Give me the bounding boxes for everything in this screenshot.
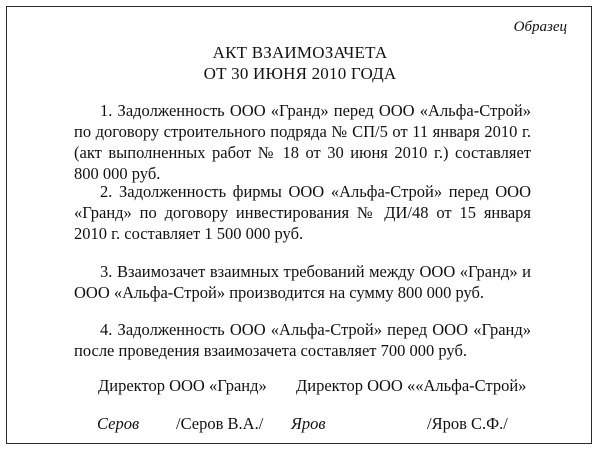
document-frame bbox=[6, 6, 592, 444]
paragraph-2-text: 2. Задолженность фирмы ООО «Альфа-Строй» перед ООО «Гранд» по договору инвестирования № ДИ/48 от 15 января 2010 г. составляет 1 500 000 руб. bbox=[74, 182, 531, 243]
document-date: ОТ 30 ИЮНЯ 2010 ГОДА bbox=[203, 64, 397, 83]
paragraph-2 bbox=[74, 181, 531, 244]
signature-serov: Серов bbox=[97, 414, 140, 433]
signature-name-serov: /Серов В.А./ bbox=[176, 414, 264, 433]
paragraph-3-text: 3. Взаимозачет взаимных требований между ООО «Гранд» и ООО «Альфа-Строй» производится на сумму 800 000 руб. bbox=[74, 262, 531, 302]
director-grand-label: Директор ООО «Гранд» bbox=[98, 376, 267, 395]
paragraph-1-text: 1. Задолженность ООО «Гранд» перед ООО «Альфа-Строй» по договору строительного подряда № СП/5 от 11 января 2010 г. (акт выполненных работ № 18 от 30 июня 2010 г.) составляет 800 000 руб. bbox=[74, 101, 531, 183]
signature-yarov: Яров bbox=[291, 414, 326, 433]
director-alfa-stroy-label: Директор ООО ««Альфа-Строй» bbox=[296, 376, 527, 395]
sample-label: Образец bbox=[513, 19, 567, 35]
paragraph-3 bbox=[74, 261, 531, 303]
document-title: АКТ ВЗАИМОЗАЧЕТА bbox=[212, 43, 388, 62]
paragraph-4 bbox=[74, 319, 531, 361]
paragraph-1 bbox=[74, 100, 531, 184]
paragraph-4-text: 4. Задолженность ООО «Альфа-Строй» перед ООО «Гранд» после проведения взаимозачета составляет 700 000 руб. bbox=[74, 320, 531, 360]
signature-name-yarov: /Яров С.Ф./ bbox=[427, 414, 508, 433]
